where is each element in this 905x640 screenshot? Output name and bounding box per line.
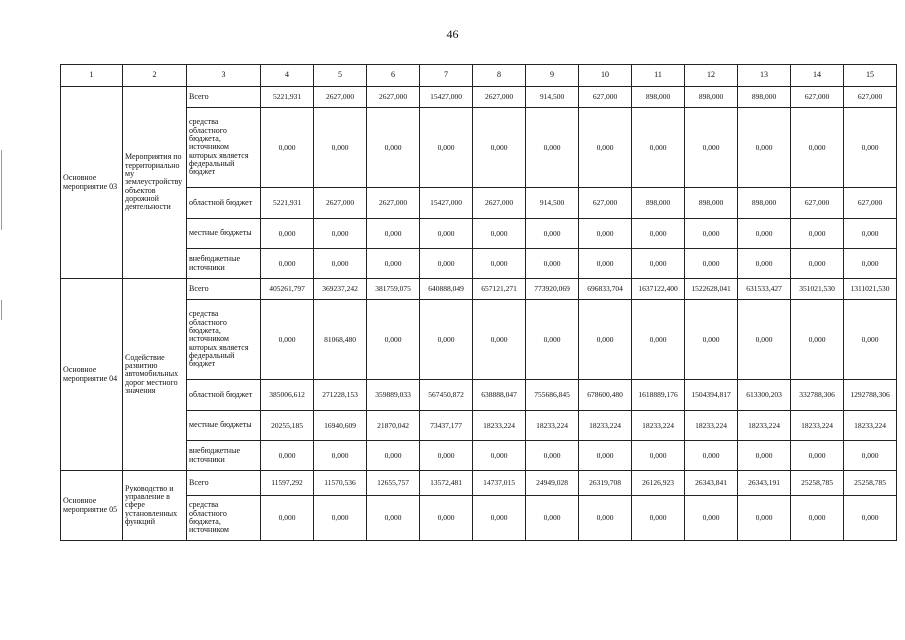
value-cell: 631533,427: [738, 279, 791, 300]
column-header: 3: [187, 65, 261, 87]
value-cell: 627,000: [791, 87, 844, 108]
funding-source-cell: Всего: [187, 279, 261, 300]
funding-source-cell: Всего: [187, 471, 261, 496]
value-cell: 0,000: [632, 249, 685, 279]
column-header: 14: [791, 65, 844, 87]
value-cell: 0,000: [632, 441, 685, 471]
left-margin-mark: [1, 300, 2, 320]
value-cell: 0,000: [261, 249, 314, 279]
table-row: [61, 380, 897, 411]
value-cell: 0,000: [738, 219, 791, 249]
value-cell: 627,000: [844, 87, 897, 108]
value-cell: 0,000: [579, 300, 632, 380]
value-cell: 0,000: [685, 441, 738, 471]
activity-cell: Основное мероприятие 04: [61, 279, 123, 471]
value-cell: 1637122,400: [632, 279, 685, 300]
value-cell: 0,000: [473, 108, 526, 188]
value-cell: 0,000: [261, 441, 314, 471]
value-cell: 0,000: [367, 496, 420, 541]
column-header: 4: [261, 65, 314, 87]
value-cell: 0,000: [844, 249, 897, 279]
value-cell: 18233,224: [791, 411, 844, 441]
value-cell: 5221,931: [261, 188, 314, 219]
value-cell: 25258,785: [791, 471, 844, 496]
activity-name-cell: Содействие развитию автомобильных дорог местного значения: [123, 279, 187, 471]
table-row: [61, 249, 897, 279]
value-cell: 898,000: [685, 87, 738, 108]
value-cell: 0,000: [420, 300, 473, 380]
table-row: [61, 279, 897, 300]
funding-source-cell: внебюджетные источники: [187, 441, 261, 471]
value-cell: 640888,049: [420, 279, 473, 300]
activity-cell: Основное мероприятие 05: [61, 471, 123, 541]
value-cell: 0,000: [844, 219, 897, 249]
value-cell: 0,000: [685, 108, 738, 188]
value-cell: 0,000: [844, 441, 897, 471]
table-row: [61, 471, 897, 496]
value-cell: 0,000: [844, 108, 897, 188]
value-cell: 0,000: [791, 108, 844, 188]
table-row: [61, 188, 897, 219]
value-cell: 0,000: [420, 496, 473, 541]
value-cell: 0,000: [579, 249, 632, 279]
funding-source-cell: областной бюджет: [187, 188, 261, 219]
value-cell: 0,000: [526, 108, 579, 188]
value-cell: 627,000: [844, 188, 897, 219]
column-header: 13: [738, 65, 791, 87]
table-row: [61, 300, 897, 380]
value-cell: 271228,153: [314, 380, 367, 411]
column-header: 15: [844, 65, 897, 87]
value-cell: 13572,481: [420, 471, 473, 496]
value-cell: 5221,931: [261, 87, 314, 108]
value-cell: 18233,224: [738, 411, 791, 441]
funding-source-cell: средства областного бюджета, источником: [187, 496, 261, 541]
value-cell: 24949,028: [526, 471, 579, 496]
value-cell: 0,000: [791, 249, 844, 279]
value-cell: 657121,271: [473, 279, 526, 300]
value-cell: 0,000: [685, 219, 738, 249]
value-cell: 359889,033: [367, 380, 420, 411]
value-cell: 21870,042: [367, 411, 420, 441]
value-cell: 15427,000: [420, 87, 473, 108]
value-cell: 0,000: [314, 249, 367, 279]
column-header: 6: [367, 65, 420, 87]
value-cell: 2627,000: [314, 188, 367, 219]
column-header: 9: [526, 65, 579, 87]
value-cell: 0,000: [420, 441, 473, 471]
value-cell: 0,000: [473, 441, 526, 471]
value-cell: 0,000: [314, 219, 367, 249]
value-cell: 18233,224: [685, 411, 738, 441]
value-cell: 0,000: [791, 441, 844, 471]
value-cell: 20255,185: [261, 411, 314, 441]
funding-source-cell: средства областного бюджета, источником которых является федеральный бюджет: [187, 300, 261, 380]
budget-table: [60, 64, 897, 541]
value-cell: 0,000: [261, 496, 314, 541]
value-cell: 1522628,041: [685, 279, 738, 300]
value-cell: 567450,872: [420, 380, 473, 411]
funding-source-cell: местные бюджеты: [187, 219, 261, 249]
value-cell: 11570,536: [314, 471, 367, 496]
value-cell: 0,000: [367, 441, 420, 471]
value-cell: 26319,708: [579, 471, 632, 496]
value-cell: 1618889,176: [632, 380, 685, 411]
value-cell: 898,000: [632, 87, 685, 108]
value-cell: 2627,000: [473, 188, 526, 219]
value-cell: 898,000: [685, 188, 738, 219]
page-number: 46: [446, 27, 459, 41]
value-cell: 0,000: [526, 441, 579, 471]
column-header: 12: [685, 65, 738, 87]
column-header: 5: [314, 65, 367, 87]
column-header: 7: [420, 65, 473, 87]
value-cell: 0,000: [738, 496, 791, 541]
value-cell: 385006,612: [261, 380, 314, 411]
value-cell: 18233,224: [844, 411, 897, 441]
value-cell: 0,000: [791, 219, 844, 249]
value-cell: 351021,530: [791, 279, 844, 300]
value-cell: 0,000: [685, 249, 738, 279]
value-cell: 898,000: [632, 188, 685, 219]
value-cell: 0,000: [261, 300, 314, 380]
table-row: [61, 87, 897, 108]
value-cell: 0,000: [526, 219, 579, 249]
value-cell: 1311021,530: [844, 279, 897, 300]
table-row: [61, 441, 897, 471]
value-cell: 0,000: [473, 496, 526, 541]
value-cell: 773920,069: [526, 279, 579, 300]
value-cell: 0,000: [473, 219, 526, 249]
value-cell: 0,000: [632, 300, 685, 380]
value-cell: 2627,000: [367, 87, 420, 108]
value-cell: 914,500: [526, 188, 579, 219]
value-cell: 0,000: [579, 496, 632, 541]
activity-name-cell: Мероприятия по территориальному землеустройству объектов дорожной деятельности: [123, 87, 187, 279]
funding-source-cell: местные бюджеты: [187, 411, 261, 441]
value-cell: 0,000: [791, 496, 844, 541]
funding-source-cell: Всего: [187, 87, 261, 108]
value-cell: 12655,757: [367, 471, 420, 496]
value-cell: 0,000: [685, 300, 738, 380]
left-margin-mark: [1, 150, 2, 230]
value-cell: 898,000: [738, 87, 791, 108]
value-cell: 0,000: [473, 249, 526, 279]
table-row: [61, 219, 897, 249]
value-cell: 14737,015: [473, 471, 526, 496]
value-cell: 0,000: [367, 249, 420, 279]
value-cell: 81068,480: [314, 300, 367, 380]
value-cell: 627,000: [791, 188, 844, 219]
value-cell: 0,000: [420, 219, 473, 249]
value-cell: 2627,000: [314, 87, 367, 108]
value-cell: 73437,177: [420, 411, 473, 441]
value-cell: 2627,000: [367, 188, 420, 219]
value-cell: 627,000: [579, 188, 632, 219]
value-cell: 332788,306: [791, 380, 844, 411]
value-cell: 0,000: [685, 496, 738, 541]
value-cell: 0,000: [420, 108, 473, 188]
value-cell: 755686,845: [526, 380, 579, 411]
value-cell: 0,000: [738, 249, 791, 279]
column-header: 2: [123, 65, 187, 87]
table-row: [61, 108, 897, 188]
value-cell: 0,000: [526, 300, 579, 380]
funding-source-cell: внебюджетные источники: [187, 249, 261, 279]
value-cell: 0,000: [738, 300, 791, 380]
value-cell: 15427,000: [420, 188, 473, 219]
value-cell: 0,000: [526, 249, 579, 279]
column-header: 10: [579, 65, 632, 87]
value-cell: 678600,480: [579, 380, 632, 411]
value-cell: 627,000: [579, 87, 632, 108]
activity-cell: Основное мероприятие 03: [61, 87, 123, 279]
value-cell: 0,000: [791, 300, 844, 380]
value-cell: 0,000: [314, 441, 367, 471]
table-row: [61, 496, 897, 541]
value-cell: 1292788,306: [844, 380, 897, 411]
value-cell: 0,000: [579, 441, 632, 471]
value-cell: 1504394,817: [685, 380, 738, 411]
table-body: [61, 87, 897, 541]
value-cell: 0,000: [632, 496, 685, 541]
value-cell: 405261,797: [261, 279, 314, 300]
funding-source-cell: средства областного бюджета, источником которых является федеральный бюджет: [187, 108, 261, 188]
value-cell: 898,000: [738, 188, 791, 219]
value-cell: 0,000: [261, 108, 314, 188]
value-cell: 0,000: [738, 108, 791, 188]
value-cell: 914,500: [526, 87, 579, 108]
value-cell: 0,000: [420, 249, 473, 279]
value-cell: 0,000: [367, 219, 420, 249]
value-cell: 0,000: [844, 300, 897, 380]
funding-source-cell: областной бюджет: [187, 380, 261, 411]
value-cell: 0,000: [367, 300, 420, 380]
value-cell: 0,000: [632, 219, 685, 249]
column-header: 1: [61, 65, 123, 87]
value-cell: 0,000: [261, 219, 314, 249]
value-cell: 26343,841: [685, 471, 738, 496]
value-cell: 0,000: [314, 108, 367, 188]
column-header: 8: [473, 65, 526, 87]
value-cell: 0,000: [526, 496, 579, 541]
value-cell: 0,000: [738, 441, 791, 471]
value-cell: 11597,292: [261, 471, 314, 496]
value-cell: 18233,224: [632, 411, 685, 441]
value-cell: 0,000: [579, 108, 632, 188]
header-row: [61, 65, 897, 87]
value-cell: 0,000: [314, 496, 367, 541]
value-cell: 26343,191: [738, 471, 791, 496]
value-cell: 18233,224: [579, 411, 632, 441]
value-cell: 638888,047: [473, 380, 526, 411]
table-row: [61, 411, 897, 441]
value-cell: 0,000: [473, 300, 526, 380]
value-cell: 0,000: [579, 219, 632, 249]
value-cell: 0,000: [367, 108, 420, 188]
value-cell: 696833,704: [579, 279, 632, 300]
value-cell: 613300,203: [738, 380, 791, 411]
value-cell: 0,000: [844, 496, 897, 541]
value-cell: 2627,000: [473, 87, 526, 108]
value-cell: 26126,923: [632, 471, 685, 496]
value-cell: 25258,785: [844, 471, 897, 496]
value-cell: 381759,075: [367, 279, 420, 300]
value-cell: 16940,609: [314, 411, 367, 441]
value-cell: 18233,224: [526, 411, 579, 441]
value-cell: 369237,242: [314, 279, 367, 300]
activity-name-cell: Руководство и управление в сфере установленных функций: [123, 471, 187, 541]
value-cell: 18233,224: [473, 411, 526, 441]
column-header: 11: [632, 65, 685, 87]
value-cell: 0,000: [632, 108, 685, 188]
